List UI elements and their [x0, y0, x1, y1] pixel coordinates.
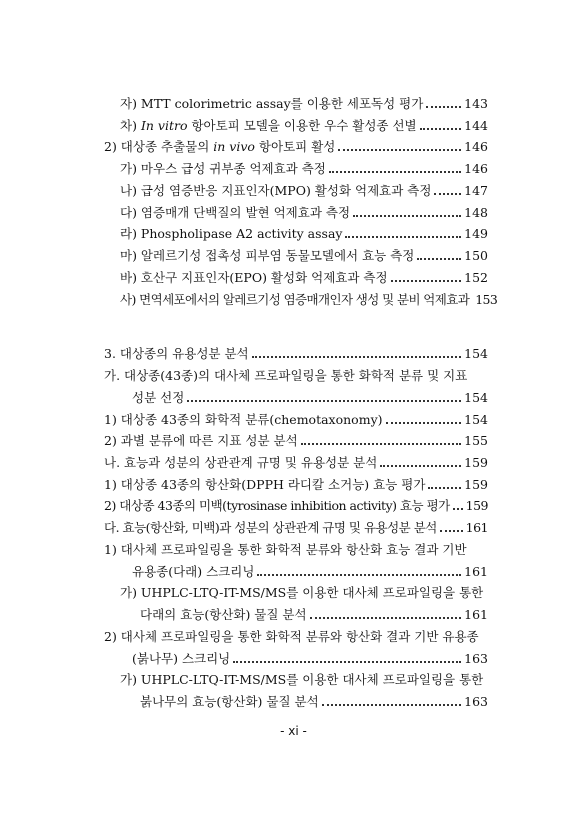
toc-page-number: 159	[464, 477, 488, 492]
dot-leader	[386, 422, 462, 424]
toc-entry-title: 가) 마우스 급성 귀부종 억제효과 측정	[120, 161, 326, 176]
toc-page-number: 154	[464, 390, 488, 405]
toc-entry-title: 가. 대상종(43종)의 대사체 프로파일링을 통한 화학적 분류 및 지표	[104, 368, 468, 383]
toc-entry	[104, 408, 488, 428]
toc-entry	[104, 538, 488, 558]
dot-leader	[233, 661, 461, 663]
toc-page-number: 154	[464, 412, 488, 427]
toc-page-number: 163	[464, 694, 488, 709]
dot-leader	[426, 106, 461, 108]
toc-entry-title: 자) MTT colorimetric assay를 이용한 세포독성 평가	[120, 96, 424, 111]
toc-page-number: 161	[464, 564, 488, 579]
toc-entry	[120, 157, 488, 177]
dot-leader	[252, 356, 462, 358]
toc-entry-title: 2) 대상종 추출물의 in vivo 항아토피 활성	[104, 139, 336, 154]
toc-entry-title: 라) Phospholipase A2 activity assay	[120, 226, 343, 241]
dot-leader	[322, 704, 461, 706]
page-footer: - xi -	[280, 724, 307, 738]
toc-entry	[104, 364, 488, 384]
toc-page-number: 154	[464, 346, 488, 361]
toc-entry-title: 성분 선정	[132, 390, 185, 405]
toc-page-number: 161	[465, 520, 488, 535]
toc-entry-title: 붉나무의 효능(항산화) 물질 분석	[140, 694, 319, 709]
toc-entry-title: 유용종(다래) 스크리닝	[132, 564, 255, 579]
dot-leader	[420, 128, 462, 130]
toc-entry	[104, 429, 488, 449]
toc-page-number: 143	[464, 96, 488, 111]
dot-leader	[353, 215, 461, 217]
toc-entry-title: 사) 면역세포에서의 알레르기성 염증매개인자 생성 및 분비 억제효과	[120, 292, 470, 307]
toc-entry-title: 나. 효능과 성분의 상관관계 규명 및 유용성분 분석	[104, 455, 378, 470]
toc-page-number: 146	[464, 161, 488, 176]
toc-entry-title: (붉나무) 스크리닝	[132, 651, 231, 666]
toc-entry	[120, 244, 488, 264]
toc-entry-title: 3. 대상종의 유용성분 분석	[104, 346, 249, 361]
toc-page-number: 147	[464, 183, 488, 198]
toc-entry	[104, 473, 488, 493]
dot-leader	[257, 574, 461, 576]
toc-entry-title: 2) 대사체 프로파일링을 통한 화학적 분류와 항산화 결과 기반 유용종	[104, 629, 479, 644]
toc-page-number: 146	[464, 139, 488, 154]
toc-entry	[140, 603, 488, 623]
dot-leader	[417, 258, 461, 260]
toc-entry-title: 가) UHPLC-LTQ-IT-MS/MS를 이용한 대사체 프로파일링을 통한	[120, 585, 484, 600]
toc-page-number: 155	[464, 433, 488, 448]
toc-page-number: 163	[464, 651, 488, 666]
toc-entry-title: 차) In vitro 항아토피 모델을 이용한 우수 활성종 선별	[120, 118, 417, 133]
toc-entry	[120, 114, 488, 134]
toc-entry	[120, 581, 488, 601]
toc-entry-title: 다. 효능(항산화, 미백)과 성분의 상관관계 규명 및 유용성분 분석	[104, 520, 437, 535]
toc-entry	[120, 288, 498, 308]
toc-entry-title: 가) UHPLC-LTQ-IT-MS/MS를 이용한 대사체 프로파일링을 통한	[120, 672, 484, 687]
toc-page-number: 153	[475, 292, 498, 307]
toc-page-number: 152	[464, 270, 488, 285]
toc-entry-title: 바) 호산구 지표인자(EPO) 활성화 억제효과 측정	[120, 270, 388, 285]
toc-entry	[132, 560, 488, 580]
toc-entry	[104, 494, 488, 514]
toc-page-number: 144	[464, 118, 488, 133]
dot-leader	[428, 487, 461, 489]
toc-entry-title: 1) 대상종 43종의 항산화(DPPH 라디칼 소거능) 효능 평가	[104, 477, 426, 492]
dot-leader	[338, 149, 461, 151]
toc-entry	[132, 647, 488, 667]
toc-entry	[120, 201, 488, 221]
toc-entry	[104, 451, 488, 471]
dot-leader	[329, 171, 461, 173]
toc-entry	[120, 92, 488, 112]
dot-leader	[380, 465, 461, 467]
toc-page-number: 150	[464, 248, 488, 263]
toc-entry	[104, 135, 488, 155]
dot-leader	[310, 617, 462, 619]
toc-page-number: 159	[464, 455, 488, 470]
dot-leader	[440, 530, 463, 532]
toc-entry	[120, 266, 488, 286]
toc-entry	[104, 625, 488, 645]
toc-entry-title: 2) 대상종 43종의 미백(tyrosinase inhibition activity) 효능 평가	[104, 498, 450, 513]
toc-entry-title: 1) 대상종 43종의 화학적 분류(chemotaxonomy)	[104, 412, 383, 427]
dot-leader	[301, 443, 461, 445]
toc-entry	[104, 516, 488, 536]
toc-page-number: 148	[464, 205, 488, 220]
toc-entry	[104, 342, 488, 362]
toc-page-number: 159	[465, 498, 488, 513]
toc-entry-title: 다) 염증매개 단백질의 발현 억제효과 측정	[120, 205, 351, 220]
toc-entry	[120, 222, 488, 242]
dot-leader	[434, 193, 461, 195]
toc-entry	[120, 179, 488, 199]
toc-entry-title: 나) 급성 염증반응 지표인자(MPO) 활성화 억제효과 측정	[120, 183, 432, 198]
toc-entry-title: 2) 과별 분류에 따른 지표 성분 분석	[104, 433, 298, 448]
toc-page-number: 149	[464, 226, 488, 241]
toc-entry-title: 다래의 효능(항산화) 물질 분석	[140, 607, 307, 622]
toc-entry	[132, 386, 488, 406]
dot-leader	[187, 400, 461, 402]
toc-entry-title: 마) 알레르기성 접촉성 피부염 동물모델에서 효능 측정	[120, 248, 415, 263]
toc-entry	[140, 690, 488, 710]
dot-leader	[391, 280, 462, 282]
toc-entry-title: 1) 대사체 프로파일링을 통한 화학적 분류와 항산화 효능 결과 기반	[104, 542, 467, 557]
toc-entry	[120, 668, 488, 688]
toc-page-number: 161	[464, 607, 488, 622]
dot-leader	[345, 236, 461, 238]
dot-leader	[453, 508, 463, 510]
